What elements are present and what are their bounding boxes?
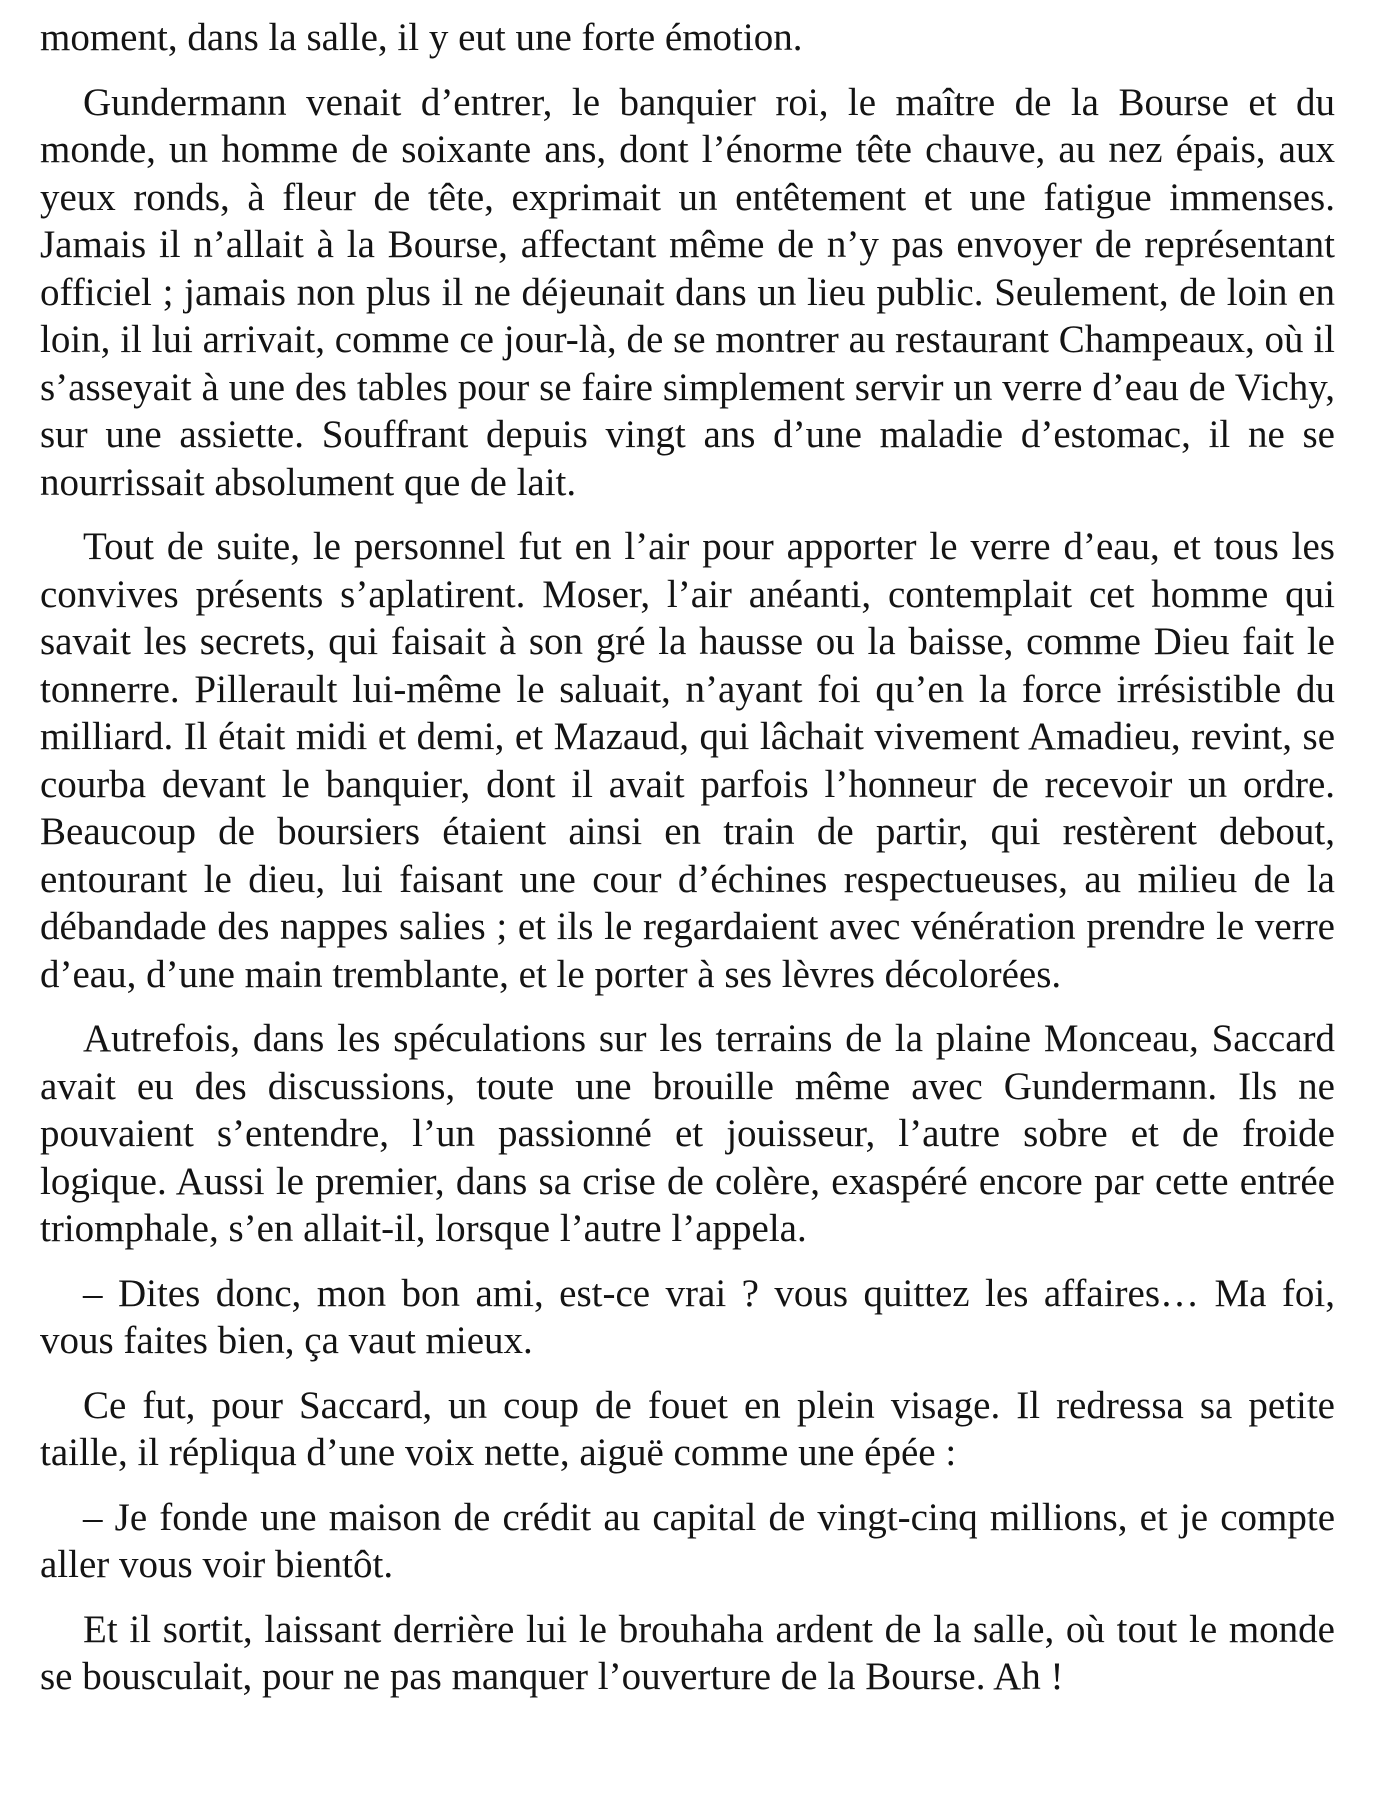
document-page bbox=[40, 14, 1335, 1701]
paragraph-saccard-history: Autrefois, dans les spéculations sur les terrains de la plaine Monceau, Saccard avait eu des discussions, toute une brouille même avec Gundermann. Ils ne pouvaient s’entendre, l’un passionné et jouisseur, l’autre sobre et de froide logique. Aussi le premier, dans sa crise de colère, exaspéré encore par cette entrée triomphale, s’en allait-il, lorsque l’autre l’appela. bbox=[40, 1017, 1335, 1250]
paragraph-dialogue-gundermann: – Dites donc, mon bon ami, est-ce vrai ? vous quittez les affaires… Ma foi, vous faites bien, ça vaut mieux. bbox=[40, 1271, 1335, 1362]
paragraph-dialogue-saccard: – Je fonde une maison de crédit au capital de vingt-cinq millions, et je compte aller vous voir bientôt. bbox=[40, 1495, 1335, 1586]
paragraph-saccard-reaction: Ce fut, pour Saccard, un coup de fouet en plein visage. Il redressa sa petite taille, il répliqua d’une voix nette, aiguë comme une épée : bbox=[40, 1383, 1335, 1474]
paragraph-continued: moment, dans la salle, il y eut une forte émotion. bbox=[40, 16, 803, 59]
paragraph-exit: Et il sortit, laissant derrière lui le brouhaha ardent de la salle, où tout le monde se bousculait, pour ne pas manquer l’ouverture de la Bourse. Ah ! bbox=[40, 1607, 1335, 1698]
paragraph-staff-reaction: Tout de suite, le personnel fut en l’air pour apporter le verre d’eau, et tous les convives présents s’aplatirent. Moser, l’air anéanti, contemplait cet homme qui savait les secrets, qui faisait à son gré la hausse ou la baisse, comme Dieu fait le tonnerre. Pillerault lui-même le saluait, n’ayant foi qu’en la force irrésistible du milliard. Il était midi et demi, et Mazaud, qui lâchait vivement Amadieu, revint, se courba devant le banquier, dont il avait parfois l’honneur de recevoir un ordre. Beaucoup de boursiers étaient ainsi en train de partir, qui restèrent debout, entourant le dieu, lui faisant une cour d’échines respectueuses, au milieu de la débandade des nappes salies ; et ils le regardaient avec vénération prendre le verre d’eau, d’une main tremblante, et le porter à ses lèvres décolorées. bbox=[40, 525, 1335, 996]
paragraph-gundermann-enters: Gundermann venait d’entrer, le banquier roi, le maître de la Bourse et du monde, un homme de soixante ans, dont l’énorme tête chauve, au nez épais, aux yeux ronds, à fleur de tête, exprimait un entêtement et une fatigue immenses. Jamais il n’allait à la Bourse, affectant même de n’y pas envoyer de représentant officiel ; jamais non plus il ne déjeunait dans un lieu public. Seulement, de loin en loin, il lui arrivait, comme ce jour-là, de se montrer au restaurant Champeaux, où il s’asseyait à une des tables pour se faire simplement servir un verre d’eau de Vichy, sur une assiette. Souffrant depuis vingt ans d’une maladie d’estomac, il ne se nourrissait absolument que de lait. bbox=[40, 80, 1335, 504]
